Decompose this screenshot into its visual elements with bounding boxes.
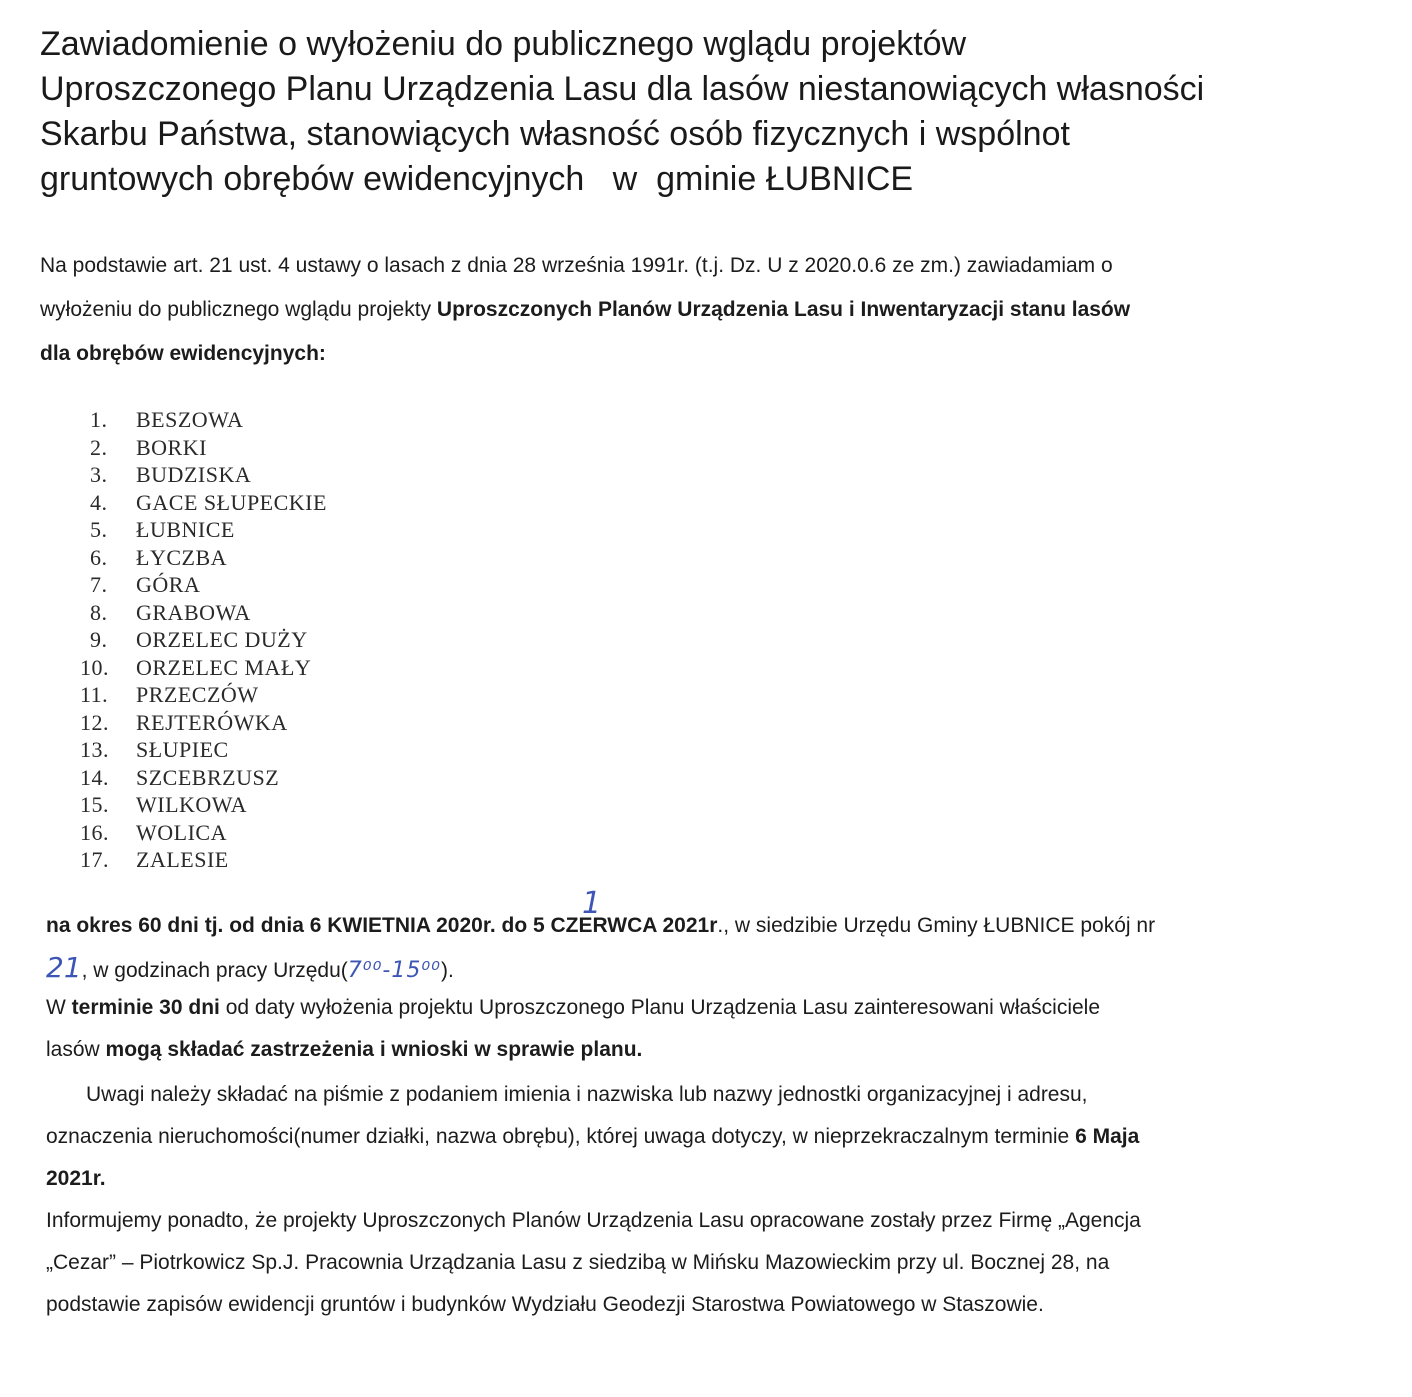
list-item-number: 5.: [90, 517, 108, 542]
remarks-text: oznaczenia nieruchomości(numer działki, nazwa obrębu), której uwaga dotyczy, w nieprzekraczalnym terminie: [46, 1125, 1076, 1148]
list-item-number: 2.: [90, 434, 108, 460]
info-paragraph: [46, 1200, 1376, 1326]
intro-line-3: [40, 332, 1360, 376]
notice-title: [40, 22, 1380, 202]
handwritten-correction: 1: [582, 886, 602, 921]
list-item-number: 14.: [80, 764, 109, 790]
intro-bold-text: Uproszczonych Planów Urządzenia Lasu i Inwentaryzacji stanu lasów: [436, 298, 1131, 321]
intro-paragraph: [40, 244, 1360, 376]
list-item-number: 1.: [90, 407, 108, 432]
objections-bold-text: terminie 30 dni: [71, 996, 220, 1019]
title-line: Zawiadomienie o wyłożeniu do publicznego wglądu projektów: [40, 25, 967, 63]
list-item-name: BORKI: [136, 434, 207, 460]
list-item: [80, 846, 327, 874]
intro-line-1: Na podstawie art. 21 ust. 4 ustawy o lasach z dnia 28 września 1991r. (t.j. Dz. U z 2020.0.6 ze zm.) zawiadamiam o: [40, 254, 1113, 277]
list-item-name: PRZECZÓW: [136, 682, 259, 707]
list-item-number: 15.: [80, 792, 109, 817]
objections-bold-text: mogą składać zastrzeżenia i wnioski w sprawie planu.: [105, 1038, 643, 1061]
info-line-1: Informujemy ponadto, że projekty Uproszczonych Planów Urządzenia Lasu opracowane zostały przez Firmę „Agencja: [46, 1209, 1141, 1232]
list-item: [80, 764, 327, 792]
list-item-name: ŁUBNICE: [136, 517, 235, 542]
title-line: gruntowych obrębów ewidencyjnych w gminie ŁUBNICE: [40, 160, 914, 198]
list-item-number: 8.: [90, 599, 108, 625]
remarks-line-3: [46, 1158, 1376, 1200]
hours-text: , w godzinach pracy Urzędu(: [81, 959, 348, 982]
remarks-deadline: 2021r.: [46, 1167, 106, 1190]
list-item: [80, 571, 327, 599]
period-line-2: [46, 947, 1376, 992]
office-text: ., w siedzibie Urzędu Gminy ŁUBNICE pokój nr: [717, 914, 1156, 937]
list-item-name: WILKOWA: [136, 792, 248, 817]
objections-line-1: [46, 987, 1376, 1029]
list-item-name: SŁUPIEC: [136, 737, 229, 762]
remarks-paragraph: [46, 1074, 1376, 1200]
list-item-name: GACE SŁUPECKIE: [136, 489, 327, 515]
title-line: Skarbu Państwa, stanowiących własność osób fizycznych i wspólnot: [40, 115, 1070, 153]
period-line-1: [46, 886, 1376, 947]
list-item-number: 10.: [80, 654, 109, 680]
list-item-name: REJTERÓWKA: [136, 709, 288, 735]
list-item: [80, 681, 327, 709]
objections-text: lasów: [46, 1038, 106, 1061]
remarks-line-1: Uwagi należy składać na piśmie z podaniem imienia i nazwiska lub nazwy jednostki organizacyjnej i adresu,: [86, 1083, 1088, 1106]
list-item: [80, 709, 327, 737]
objections-text: od daty wyłożenia projektu Uproszczonego Planu Urządzenia Lasu zainteresowani właściciele: [219, 996, 1101, 1019]
hours-close-text: ).: [440, 959, 454, 982]
list-item: [80, 406, 327, 434]
list-item: [80, 791, 327, 819]
period-start-text: na okres 60 dni tj. od dnia 6 KWIETNIA 2020: [46, 914, 483, 937]
list-item: [80, 461, 327, 489]
list-item-name: ORZELEC MAŁY: [136, 654, 312, 680]
info-line-3: podstawie zapisów ewidencji gruntów i budynków Wydziału Geodezji Starostwa Powiatowego w Staszowie.: [46, 1293, 1044, 1316]
list-item: [80, 544, 327, 572]
intro-line-2: [40, 288, 1360, 332]
list-item: [80, 489, 327, 517]
list-item-name: ZALESIE: [136, 847, 229, 872]
list-item: [80, 819, 327, 847]
list-item-number: 11.: [80, 682, 109, 707]
objections-line-2: [46, 1029, 1376, 1071]
handwritten-room-number: 21: [46, 951, 82, 984]
list-item: [80, 599, 327, 627]
list-item-number: 17.: [80, 847, 109, 872]
precinct-list: [80, 406, 327, 874]
list-item-name: ORZELEC DUŻY: [136, 627, 308, 652]
list-item-name: WOLICA: [136, 819, 227, 845]
list-item-name: BESZOWA: [136, 407, 244, 432]
list-item-number: 12.: [80, 709, 109, 735]
period-paragraph: [46, 886, 1376, 992]
list-item-name: GRABOWA: [136, 599, 251, 625]
list-item-name: GÓRA: [136, 572, 201, 597]
objections-text: W: [46, 996, 72, 1019]
list-item: [80, 516, 327, 544]
list-item-name: ŁYCZBA: [136, 544, 227, 570]
list-item-number: 16.: [80, 819, 109, 845]
list-item: [80, 626, 327, 654]
list-item-number: 3.: [90, 462, 108, 487]
list-item: [80, 654, 327, 682]
list-item: [80, 434, 327, 462]
remarks-deadline: 6 Maja: [1075, 1125, 1140, 1148]
list-item-number: 4.: [90, 489, 108, 515]
list-item: [80, 736, 327, 764]
remarks-line-2: [46, 1116, 1376, 1158]
objections-paragraph: [46, 987, 1376, 1071]
list-item-number: 6.: [90, 544, 108, 570]
intro-text: wyłożeniu do publicznego wglądu projekty: [40, 298, 437, 321]
title-line: Uproszczonego Planu Urządzenia Lasu dla lasów niestanowiących własności: [40, 70, 1205, 108]
list-item-name: BUDZISKA: [136, 462, 252, 487]
handwritten-hours: 7⁰⁰-15⁰⁰: [347, 958, 441, 983]
list-item-number: 7.: [90, 572, 108, 597]
intro-bold-text: dla obrębów ewidencyjnych:: [40, 342, 326, 365]
list-item-name: SZCEBRZUSZ: [136, 764, 280, 790]
period-end-text: r. do 5 CZERWCA 2021r: [482, 914, 718, 937]
info-line-2: „Cezar” – Piotrkowicz Sp.J. Pracownia Urządzania Lasu z siedzibą w Mińsku Mazowieckim przy ul. Bocznej 28, na: [46, 1251, 1110, 1274]
list-item-number: 13.: [80, 737, 109, 762]
list-item-number: 9.: [90, 627, 108, 652]
